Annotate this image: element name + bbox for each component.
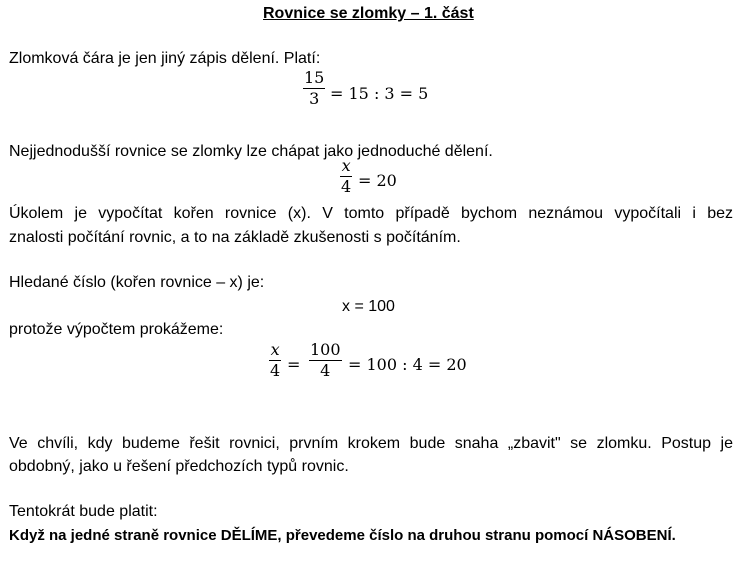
equation-2-rest: = 20: [358, 171, 397, 190]
paragraph-this-time: Tentokrát bude platit:: [9, 503, 158, 520]
equals-sign: =: [287, 355, 301, 374]
paragraph-simple-equations: Nejjednodušší rovnice se zlomky lze chápat jako jednoduché dělení.: [9, 143, 493, 160]
page-title: Rovnice se zlomky – 1. část: [263, 5, 474, 22]
paragraph-task-line-1: Úkolem je vypočítat kořen rovnice (x). V tomto případě bychom neznámou vypočítali i bez: [9, 205, 733, 222]
paragraph-root-label: Hledané číslo (kořen rovnice – x) je:: [9, 274, 265, 291]
paragraph-proof-label: protože výpočtem prokážeme:: [9, 321, 224, 338]
fraction-numerator: 15: [304, 68, 325, 87]
fraction-15-over-3: [303, 69, 325, 108]
fraction-x-over-4: [340, 157, 352, 196]
paragraph-next-step-line-1: Ve chvíli, kdy budeme řešit rovnici, prvním krokem bude snaha „zbavit" se zlomku. Postup je: [9, 435, 733, 452]
fraction-denominator: 4: [270, 361, 281, 380]
fraction-100-over-4: [309, 341, 342, 380]
root-answer: x = 100: [342, 298, 395, 315]
fraction-numerator: x: [270, 340, 280, 359]
equation-3-rest: = 100 : 4 = 20: [348, 355, 467, 374]
equation-1-rest: = 15 : 3 = 5: [330, 84, 429, 103]
fraction-numerator: 100: [310, 340, 341, 359]
rule-statement: Když na jedné straně rovnice DĚLÍME, převedeme číslo na druhou stranu pomocí NÁSOBENÍ.: [9, 527, 676, 544]
fraction-x-over-4: [269, 341, 281, 380]
paragraph-next-step-line-2: obdobný, jako u řešení předchozích typů rovnic.: [9, 458, 349, 475]
paragraph-task-line-2: znalosti počítání rovnic, a to na základě zkušenosti s počítáním.: [9, 229, 461, 246]
fraction-denominator: 4: [320, 361, 331, 380]
fraction-numerator: x: [341, 156, 351, 175]
fraction-denominator: 4: [341, 177, 352, 196]
intro-text: Zlomková čára je jen jiný zápis dělení. Platí:: [9, 50, 321, 67]
fraction-denominator: 3: [309, 89, 320, 108]
